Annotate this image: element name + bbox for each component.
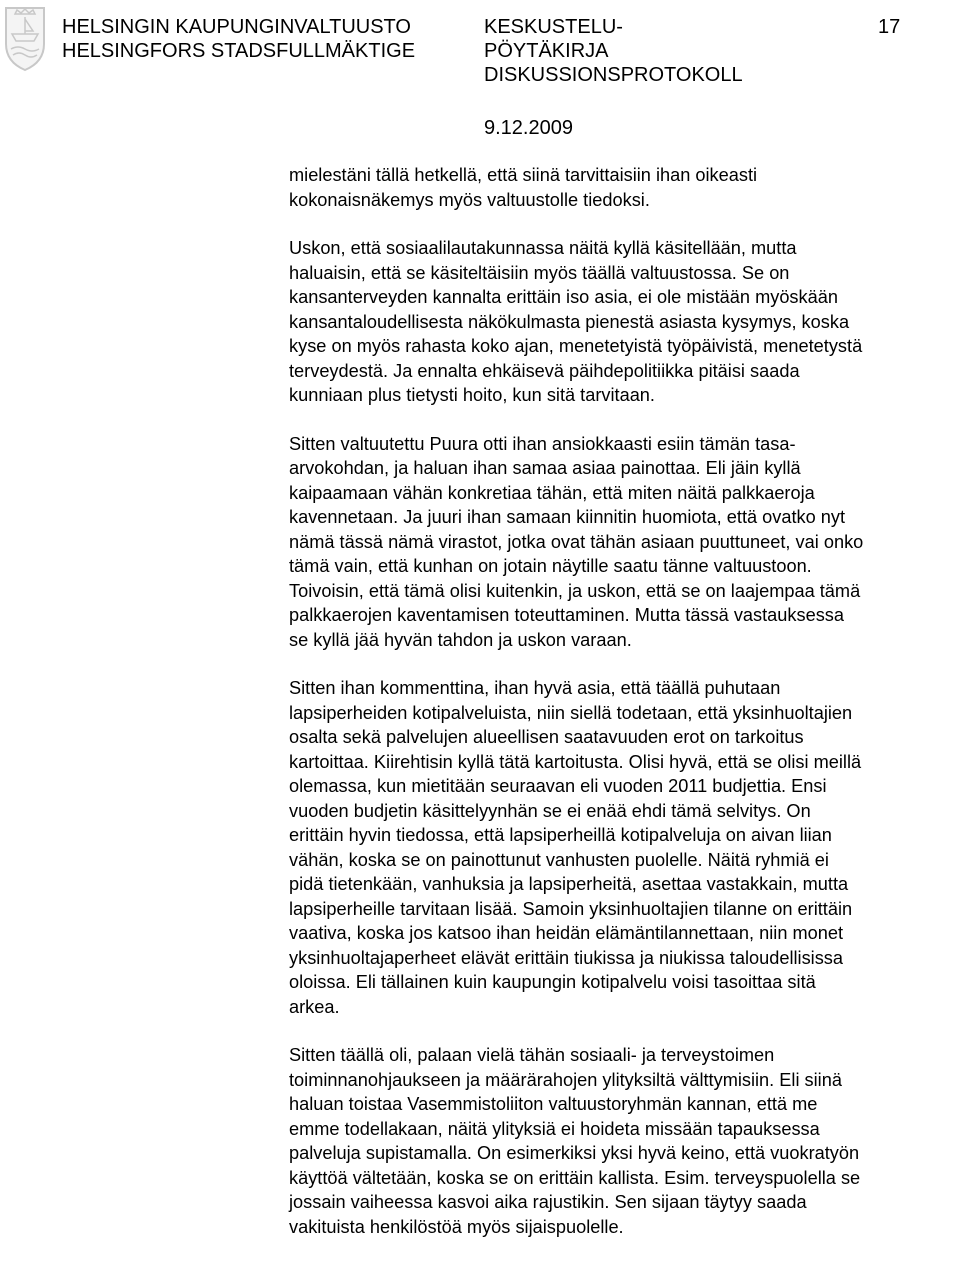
text-line: Toivoisin, että tämä olisi kuitenkin, ja uskon, että se on laajempaa tämä — [289, 580, 861, 601]
text-line: haluan toistaa Vasemmistoliiton valtuustoryhmän kannan, että me — [289, 1094, 818, 1114]
text-line: Sitten valtuutettu Puura otti ihan ansiokkaasti esiin tämän tasa- — [289, 433, 796, 454]
text-line: kyse on myös rahasta koko ajan, menetetyistä työpäivistä, menetetystä — [289, 336, 863, 356]
text-line: vakituista henkilöstöä myös sijaispuolelle. — [289, 1216, 624, 1237]
organization-name-sv: HELSINGFORS STADSFULLMÄKTIGE — [62, 40, 416, 62]
text-line: käyttöä vältetään, koska se on erittäin kallista. Esim. terveyspuolella se — [289, 1167, 861, 1188]
text-line: Sitten ihan kommenttina, ihan hyvä asia, että täällä puhutaan — [289, 678, 781, 698]
document-type-line: KESKUSTELU- — [484, 16, 623, 38]
text-line: kartoittaa. Kiirehtisin kyllä tätä kartoitusta. Olisi hyvä, että se olisi meillä — [289, 751, 862, 772]
text-line: kavennetaan. Ja juuri ihan samaan kiinnitin huomiota, että ovatko nyt — [289, 507, 846, 527]
helsinki-coat-of-arms-icon — [2, 4, 48, 72]
document-type-line: PÖYTÄKIRJA — [484, 40, 609, 62]
text-line: kokonaisnäkemys myös valtuustolle tiedoksi. — [289, 189, 650, 210]
text-line: kansanterveyden kannalta erittäin iso asia, ei ole mistään myöskään — [289, 287, 838, 307]
text-line: kansantaloudellisesta näkökulmasta pienestä asiasta kysymys, koska — [289, 311, 850, 332]
text-line: osalta sekä palvelujen alueellisen saatavuuden erot on tarkoitus — [289, 727, 804, 747]
text-line: mielestäni tällä hetkellä, että siinä tarvittaisiin ihan oikeasti — [289, 165, 758, 185]
text-line: kaipaamaan vähän konkretiaa tähän, että miten näitä palkkaeroja — [289, 482, 815, 503]
page-number: 17 — [878, 16, 901, 38]
paragraph — [289, 432, 957, 653]
text-line: haluaisin, että se käsiteltäisiin myös täällä valtuustossa. Se on — [289, 262, 790, 283]
organization-name — [62, 15, 415, 63]
text-line: emme todellakaan, näitä ylityksiä ei hoideta missään tapauksessa — [289, 1118, 820, 1139]
text-line: Uskon, että sosiaalilautakunnassa näitä kyllä käsitellään, mutta — [289, 238, 797, 258]
paragraph — [289, 163, 957, 212]
text-line: arvokohdan, ja haluan ihan samaa asiaa painottaa. Eli jäin kyllä — [289, 458, 801, 478]
text-line: tämä vain, että kunhan on jotain näytille saatu tänne valtuustoon. — [289, 556, 812, 576]
organization-name-fi: HELSINGIN KAUPUNGINVALTUUSTO — [62, 16, 411, 38]
text-line: kunniaan plus tietysti hoito, kun sitä tarvitaan. — [289, 385, 655, 405]
text-line: toiminnanohjaukseen ja määrärahojen ylityksiltä välttymisiin. Eli siinä — [289, 1069, 842, 1090]
transcript-body — [289, 163, 957, 1263]
text-line: Sitten täällä oli, palaan vielä tähän sosiaali- ja terveystoimen — [289, 1045, 775, 1065]
text-line: palkkaerojen kaventamisen toteuttaminen. Mutta tässä vastauksessa — [289, 605, 845, 625]
text-line: oloissa. Eli tällainen kuin kaupungin kotipalvelu voisi tasoittaa sitä — [289, 972, 816, 992]
text-line: vuoden budjetin käsittelyynhän se ei enää ehdi tämä selvitys. On — [289, 800, 811, 821]
text-line: se kyllä jää hyvän tahdon ja uskon varaan. — [289, 629, 632, 650]
paragraph — [289, 236, 957, 408]
text-line: olemassa, kun mietitään seuraavan eli vuoden 2011 budjettia. Ensi — [289, 776, 827, 796]
meeting-date: 9.12.2009 — [484, 117, 573, 139]
text-line: terveydestä. Ja ennalta ehkäisevä päihdepolitiikka pitäisi saada — [289, 360, 800, 381]
text-line: nämä tässä nämä virastot, jotka ovat tähän asiaan puuttuneet, vai onko — [289, 531, 864, 552]
text-line: vaativa, koska jos katsoo ihan heidän elämäntilannettaan, niin monet — [289, 923, 844, 943]
text-line: palveluja supistamalla. On esimerkiksi yksi hyvä keino, että vuokratyön — [289, 1143, 860, 1163]
text-line: lapsiperheiden kotipalveluista, niin siellä todetaan, että yksinhuoltajien — [289, 702, 853, 723]
text-line: jossain vaiheessa kasvoi aika rajustikin. Sen sijaan täytyy saada — [289, 1192, 807, 1212]
text-line: lapsiperheille tarvitaan lisää. Samoin yksinhuoltajien tilanne on erittäin — [289, 898, 853, 919]
text-line: pidä tietenkään, vanhuksia ja lapsiperheitä, asettaa vastakkain, mutta — [289, 874, 849, 894]
document-type-line: DISKUSSIONSPROTOKOLL — [484, 64, 743, 86]
text-line: erittäin hyvin tiedossa, että lapsiperheillä kotipalveluja on aivan liian — [289, 825, 832, 845]
paragraph — [289, 1043, 957, 1239]
text-line: yksinhuoltajaperheet elävät erittäin tiukissa ja niukissa taloudellisissa — [289, 947, 844, 968]
paragraph — [289, 676, 957, 1019]
document-type — [484, 15, 743, 87]
text-line: vähän, koska se on painottunut vanhusten puolelle. Näitä ryhmiä ei — [289, 849, 829, 870]
text-line: arkea. — [289, 996, 340, 1017]
